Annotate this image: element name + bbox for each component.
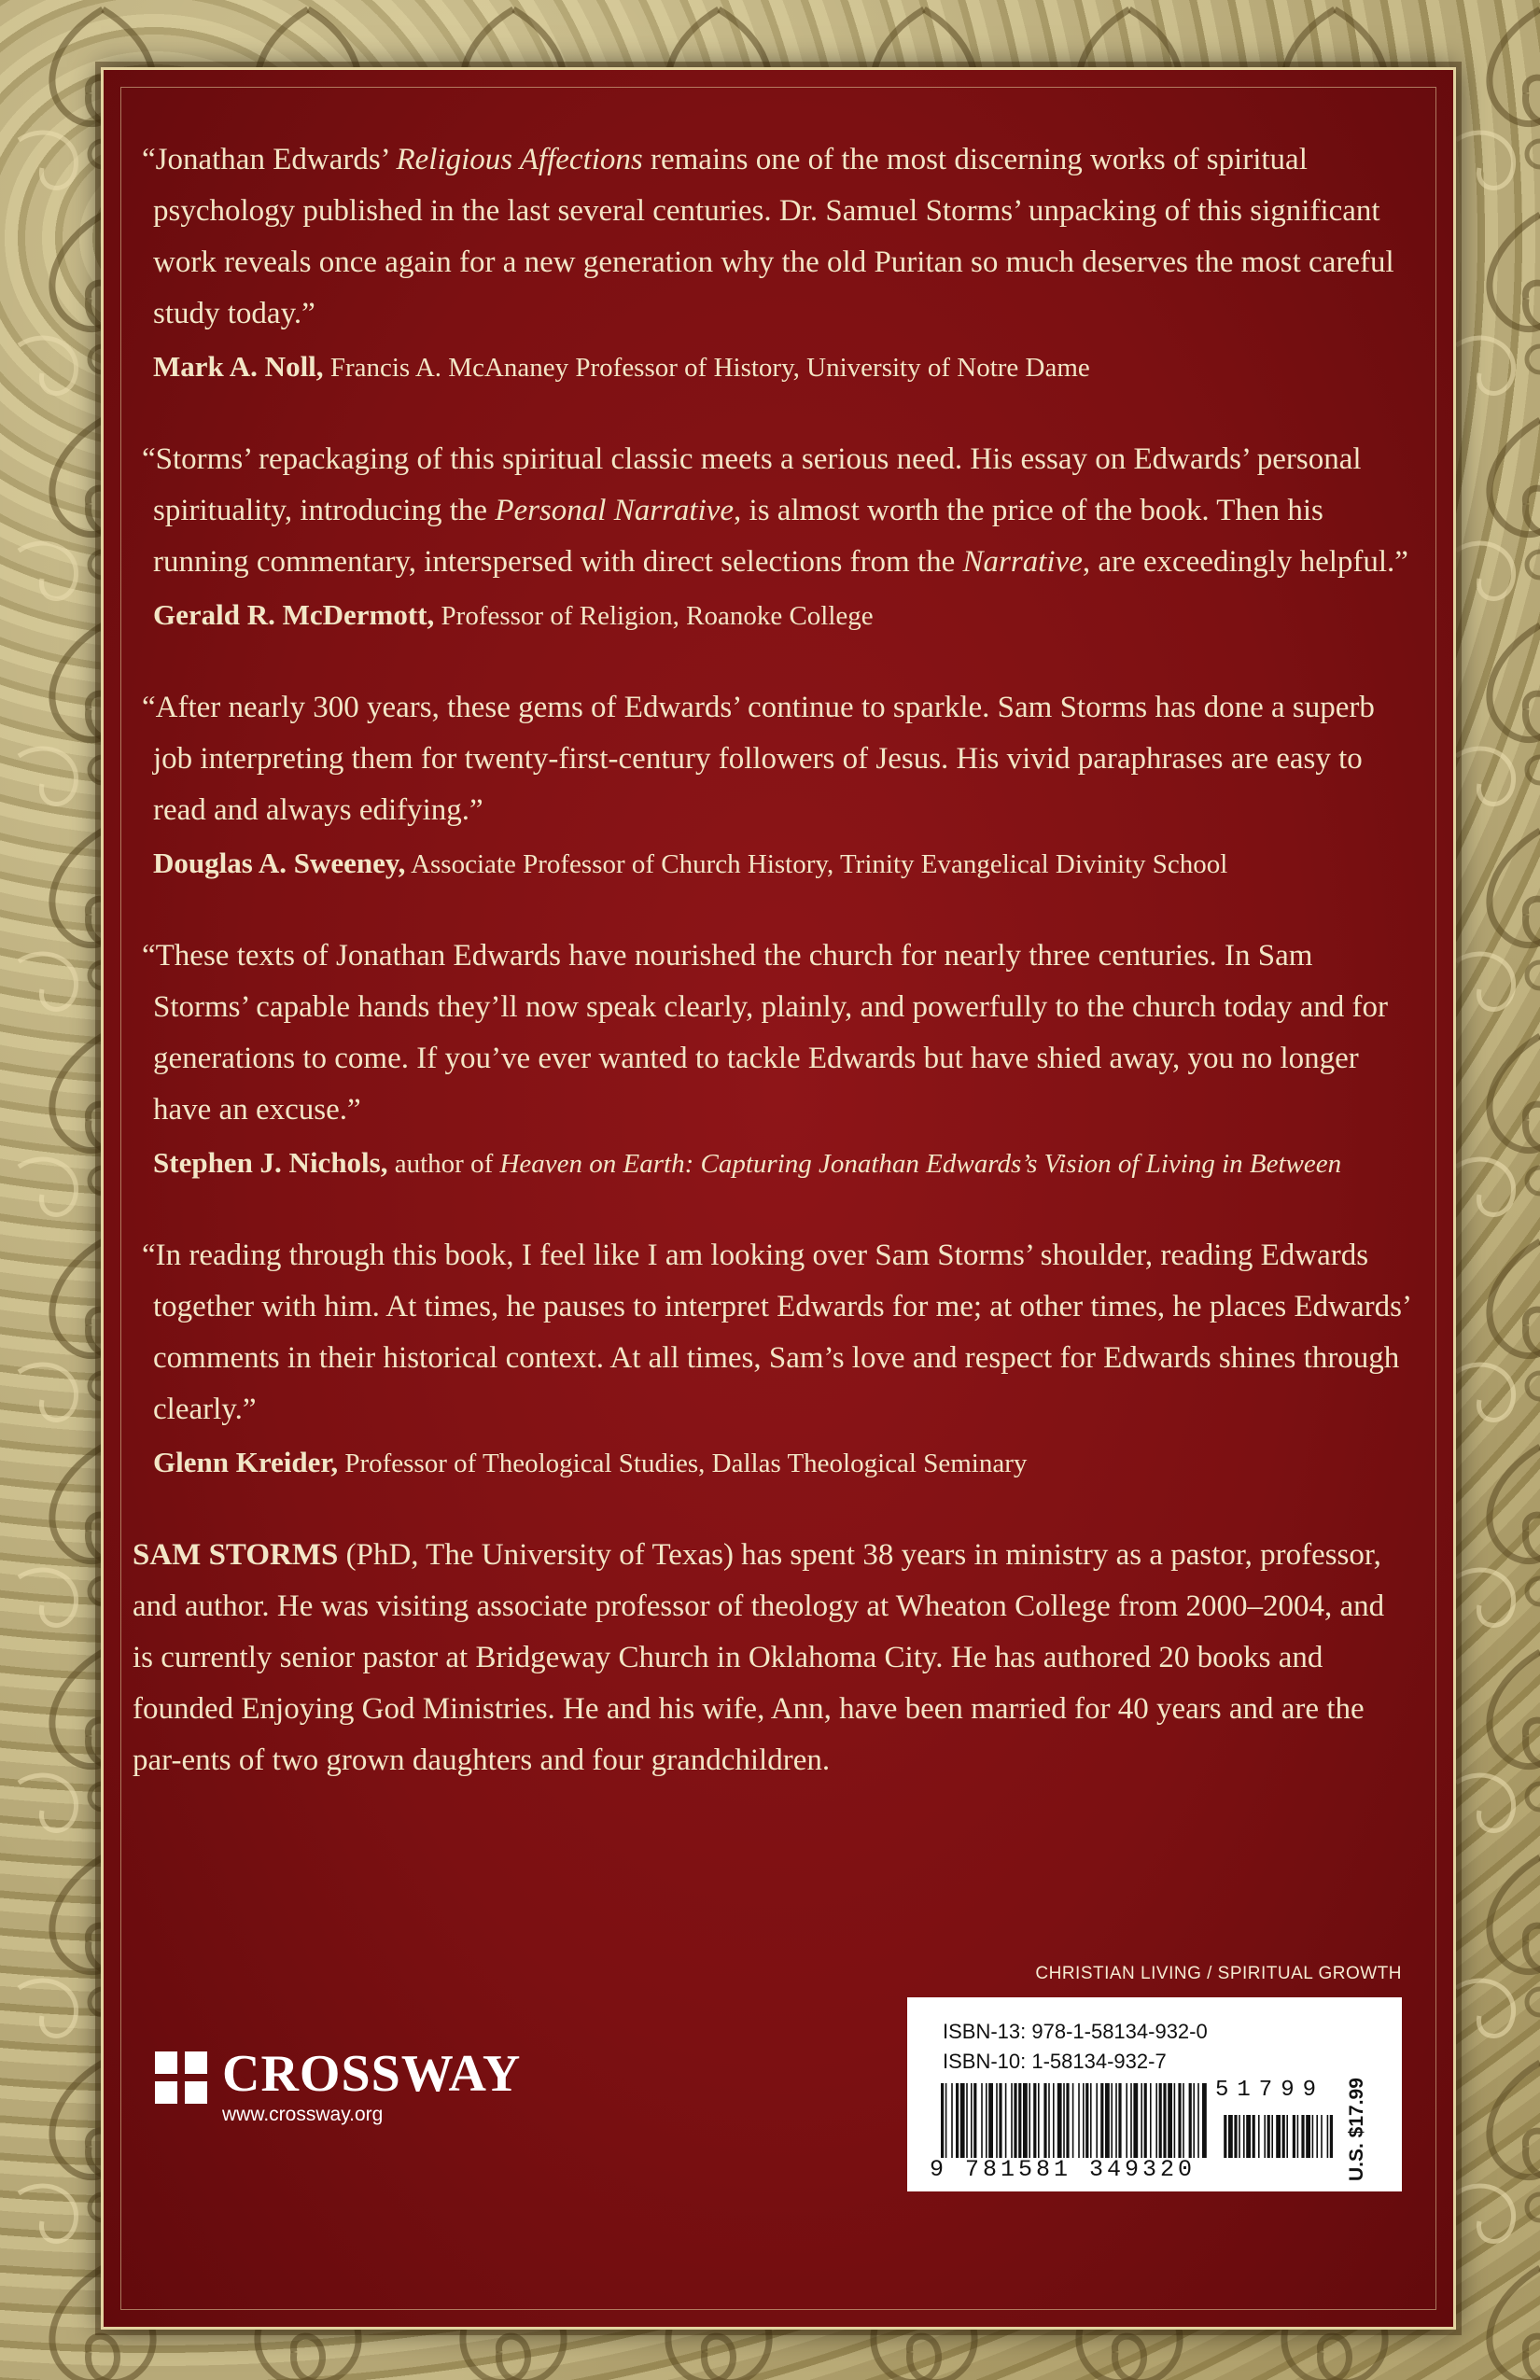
isbn13-label: ISBN-13: 978-1-58134-932-0 (943, 2020, 1208, 2043)
endorsement-quote: “Storms’ repackaging of this spiritual classic meets a serious need. His essay on Edwards’ personal spirituality, introducing the Personal Narrative, is almost worth the price of the book. Then his running commentary, interspersed with direct selections from the Narrative, are exceedingly helpful.” (142, 442, 1408, 579)
endorsement (133, 434, 1411, 639)
endorsement-quote: “These texts of Jonathan Edwards have nourished the church for nearly three centuries. In Sam Storms’ capable hands they’ll now speak clearly, plainly, and powerfully to the church today and for generations to come. If you’ve ever wanted to tackle Edwards but have shied away, you no longer have an excuse.” (142, 939, 1388, 1127)
endorsement-attribution (153, 1439, 1411, 1487)
endorser-name: Stephen J. Nichols, (153, 1146, 388, 1179)
endorsement-attribution (153, 840, 1411, 888)
addon-digits: 51799 (1215, 2078, 1325, 2103)
isbn10-label: ISBN-10: 1-58134-932-7 (943, 2050, 1167, 2073)
endorser-name: Gerald R. McDermott, (153, 598, 435, 631)
endorsement (133, 1230, 1411, 1487)
author-bio (133, 1530, 1411, 1786)
endorser-title-prefix: author of (394, 1149, 500, 1179)
endorsement-attribution (153, 592, 1411, 639)
endorser-title: Associate Professor of Church History, Trinity Evangelical Divinity School (411, 849, 1228, 879)
endorsement (133, 134, 1411, 391)
publisher-name: CROSSWAY (222, 2045, 522, 2103)
endorsement-attribution (153, 1140, 1411, 1187)
author-name: SAM STORMS (133, 1538, 339, 1572)
endorser-title: Professor of Theological Studies, Dallas Theological Seminary (344, 1449, 1028, 1478)
endorser-name: Mark A. Noll, (153, 350, 324, 383)
barcode-block (907, 1997, 1402, 2191)
endorsement (133, 682, 1411, 888)
endorser-title: Francis A. McAnaney Professor of History, University of Notre Dame (329, 353, 1090, 383)
barcode-digits: 9 781581 349320 (930, 2156, 1197, 2183)
price-label: U.S. $17.99 (1346, 2078, 1367, 2182)
endorsement-quote: “After nearly 300 years, these gems of Edwards’ continue to sparkle. Sam Storms has done a superb job interpreting them for twenty-first-century followers of Jesus. His vivid paraphrases are easy to read and always edifying.” (142, 691, 1375, 827)
category-label: CHRISTIAN LIVING / SPIRITUAL GROWTH (1035, 1964, 1402, 1983)
crossway-logo-icon (155, 2051, 207, 2104)
book-title: Personal Narrative (495, 494, 735, 527)
author-bio-text: (PhD, The University of Texas) has spent 38 years in ministry as a pastor, professor, and author. He was visiting associate professor of theology at Wheaton College from 2000–2004, and is currently senior pastor at Bridgeway Church in Oklahoma City. He has authored 20 books and founded Enjoying God Ministries. He and his wife, Ann, have been married for 40 years and are the par-ents of two grown daughters and four grandchildren. (133, 1538, 1385, 1777)
endorser-title: Professor of Religion, Roanoke College (441, 601, 874, 631)
endorsement-attribution (153, 343, 1411, 391)
book-title: Narrative (962, 545, 1083, 579)
endorser-name: Glenn Kreider, (153, 1446, 339, 1478)
endorsements (133, 134, 1411, 1786)
publisher-url: www.crossway.org (222, 2104, 384, 2125)
endorser-book-title: Heaven on Earth: Capturing Jonathan Edwards’s Vision of Living in Between (499, 1149, 1342, 1179)
endorsement-quote: “Jonathan Edwards’ Religious Affections remains one of the most discerning works of spiritual psychology published in the last several centuries. Dr. Samuel Storms’ unpacking of this significant work reveals once again for a new generation why the old Puritan so much deserves the most careful study today.” (142, 143, 1394, 330)
endorser-name: Douglas A. Sweeney, (153, 847, 406, 879)
book-title: Religious Affections (396, 143, 643, 176)
endorsement (133, 931, 1411, 1187)
endorsement-quote: “In reading through this book, I feel like I am looking over Sam Storms’ shoulder, reading Edwards together with him. At times, he pauses to interpret Edwards for me; at other times, he places Edwards’ comments in their historical context. At all times, Sam’s love and respect for Edwards shines through clearly.” (142, 1239, 1410, 1426)
